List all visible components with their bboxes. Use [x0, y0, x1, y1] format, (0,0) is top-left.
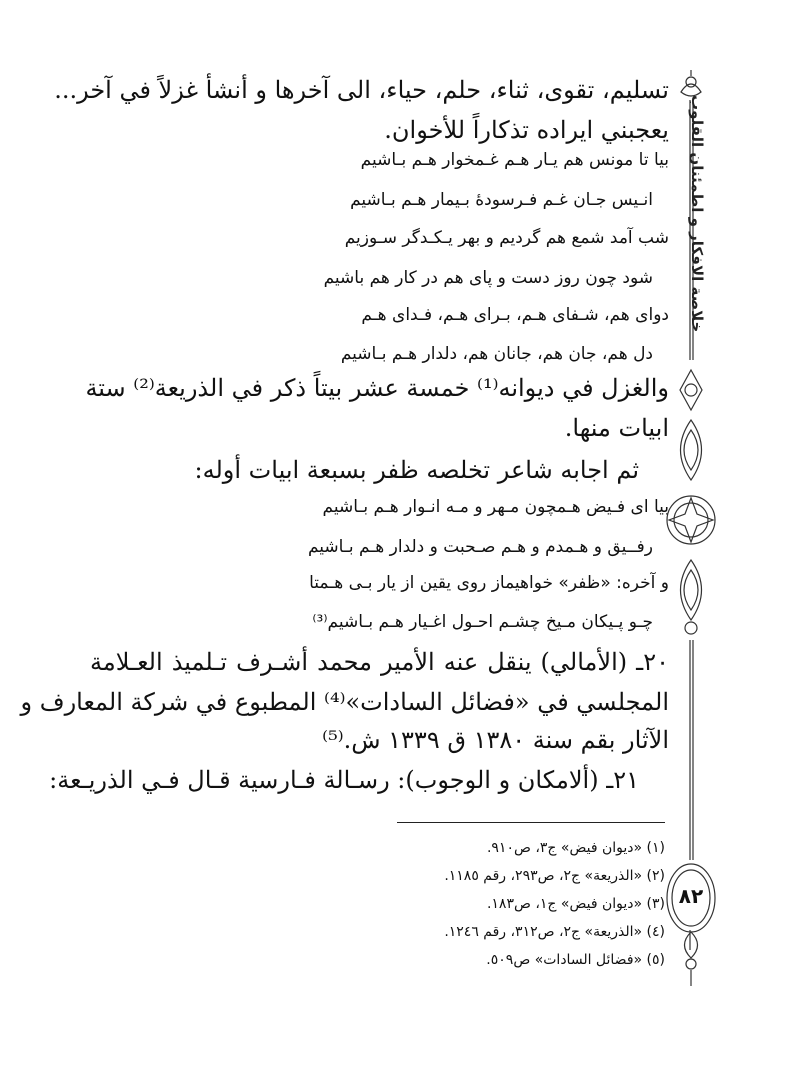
poem-line: شود چون روز دست و پای هم در كار هم باشيم — [323, 268, 653, 288]
poem-line: چـو پـيكان مـيخ چشـم احـول اغـيار هـم بـاشيم⁽³⁾ — [312, 612, 653, 632]
poem-line: انـيس جـان غـم فـرسودهٔ بـيمار هـم بـاشيم — [350, 190, 653, 210]
poem-line: شب آمد شمع هم گرديم و بهر يـكـدگر سـوزيم — [344, 228, 669, 248]
footnote: (١) «ديوان فيض» ج٣، ص٩١٠. — [486, 840, 665, 856]
text-line: الآثار بقم سنة ١٣٨٠ ق ١٣٣٩ ش.⁽⁵⁾ — [322, 726, 669, 754]
bottom-cartouche-ornament — [667, 864, 715, 986]
page-number: ٨٢ — [678, 884, 704, 908]
poem-line: بيا ای فـيض هـمچون مـهر و مـه انـوار هـم بـاشيم — [322, 497, 669, 517]
poem-line: دوای هم، شـفای هـم، بـرای هـم، فـدای هـم — [361, 305, 669, 325]
footnote: (٣) «ديوان فيض» ج١، ص١٨٣. — [486, 896, 665, 912]
text-line: تسليم، تقوى، ثناء، حلم، حياء، الى آخرها و أنشأ غزلاً في آخر... — [54, 76, 669, 104]
top-finial-ornament — [681, 70, 701, 96]
middle-medallion-ornament — [667, 370, 715, 634]
footnote: (٥) «فضائل السادات» ص٥٠٩. — [486, 952, 665, 968]
poem-line: رفــيق و هـمدم و هـم صـحبت و دلدار هـم بـاشيم — [307, 537, 653, 557]
text-line: ابيات منها. — [564, 414, 669, 442]
footnote-separator — [397, 822, 665, 823]
poem-line: بيا تا مونس هم يـار هـم غـمخوار هـم بـاشيم — [360, 150, 669, 170]
footnote: (٤) «الذريعة» ج٢، ص٣١٢، رقم ١٢٤٦. — [444, 924, 665, 940]
text-line: يعجبني ايراده تذكاراً للأخوان. — [384, 116, 669, 144]
text-line: ٢١ـ (ألامكان و الوجوب): رسـالة فـارسية قـال فـي الذريـعة: — [49, 766, 639, 794]
text-line: ثم اجابه شاعر تخلصه ظفر بسبعة ابيات أوله: — [194, 456, 639, 484]
poem-line: و آخره: «ظفر» خواهيماز روی يقين از يار بـی هـمتا — [309, 573, 669, 593]
footnote: (٢) «الذريعة» ج٢، ص٢٩٣، رقم ١١٨٥. — [444, 868, 665, 884]
running-head: خلاصة الافكار و اطمئنان القلوب — [688, 95, 706, 333]
text-line: ٢٠ـ (الأمالي) ينقل عنه الأمير محمد أشـرف تـلميذ العـلامة — [90, 648, 669, 676]
text-line: المجلسي في «فضائل السادات»⁽⁴⁾ المطبوع في شركة المعارف و — [20, 688, 669, 716]
poem-line: دل هم، جان هم، جانان هم، دلدار هـم بـاشيم — [340, 344, 653, 364]
text-line: والغزل في ديوانه⁽¹⁾ خمسة عشر بيتاً ذكر في الذريعة⁽²⁾ ستة — [85, 374, 669, 402]
